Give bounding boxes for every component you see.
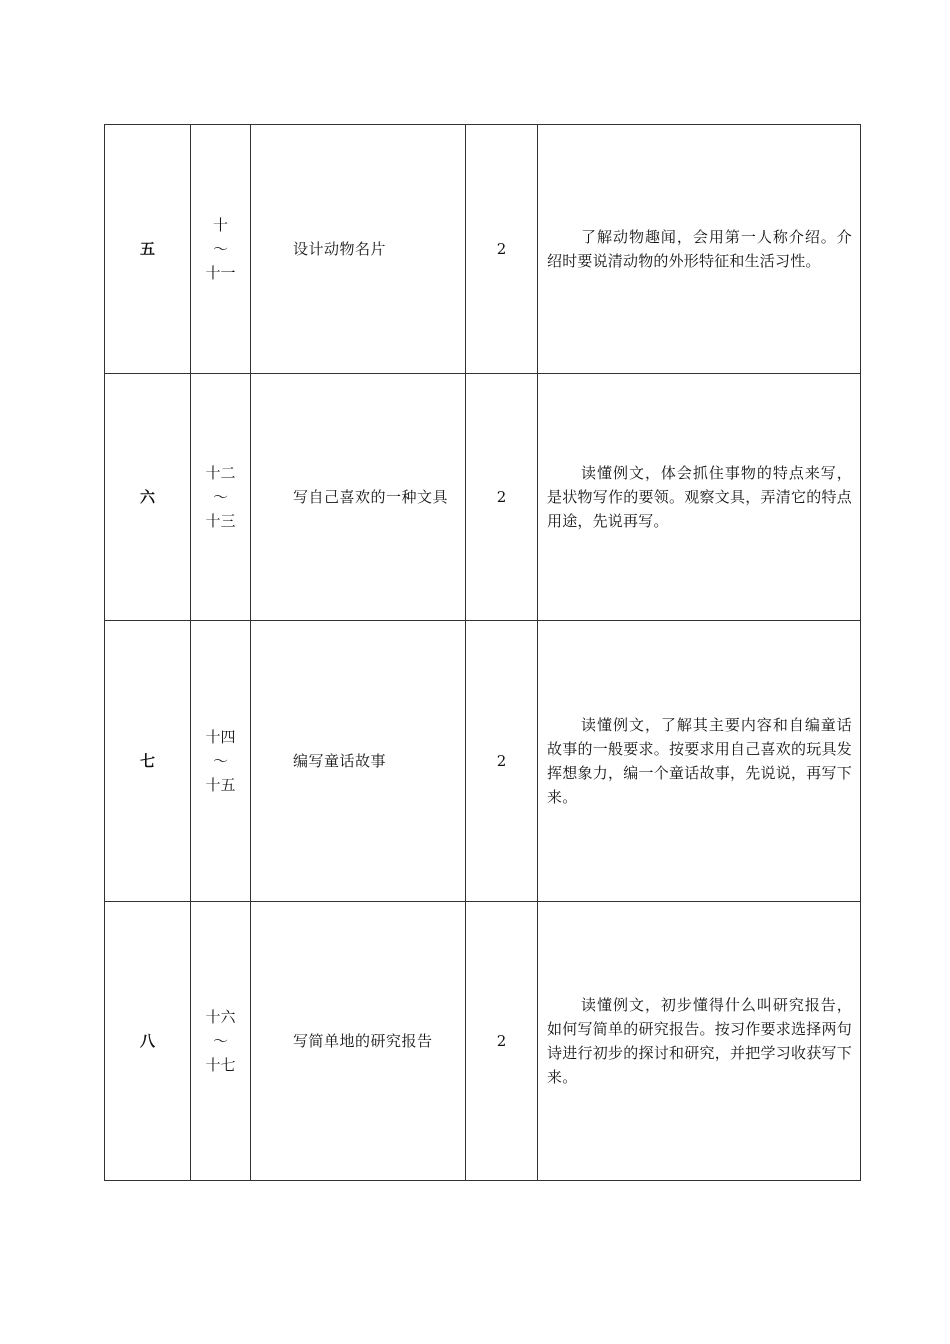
week-range xyxy=(191,125,251,374)
lesson-goal: 了解动物趣闻，会用第一人称介绍。介绍时要说清动物的外形特征和生活习性。 xyxy=(547,228,852,270)
week-separator: ～ xyxy=(212,240,228,258)
week-range xyxy=(191,902,251,1181)
unit-number: 五 xyxy=(105,125,191,374)
lesson-title-cell xyxy=(251,621,466,902)
week-end: 十七 xyxy=(205,1056,236,1074)
unit-number: 七 xyxy=(105,621,191,902)
lesson-goal: 读懂例文，初步懂得什么叫研究报告，如何写简单的研究报告。按习作要求选择两句诗进行初步的探讨和研究，并把学习收获写下来。 xyxy=(547,996,852,1086)
week-start: 十二 xyxy=(205,464,236,482)
lesson-hours: 2 xyxy=(466,621,538,902)
table-row xyxy=(105,621,861,902)
lesson-hours: 2 xyxy=(466,374,538,621)
lesson-title: 设计动物名片 xyxy=(293,240,387,258)
lesson-title-cell xyxy=(251,374,466,621)
week-end: 十三 xyxy=(205,512,236,530)
table-row xyxy=(105,374,861,621)
unit-number: 八 xyxy=(105,902,191,1181)
table-row xyxy=(105,125,861,374)
week-end: 十一 xyxy=(205,264,236,282)
lesson-goal-cell xyxy=(538,125,861,374)
lesson-title-cell xyxy=(251,125,466,374)
table-row xyxy=(105,902,861,1181)
lesson-goal-cell xyxy=(538,621,861,902)
week-separator: ～ xyxy=(212,752,228,770)
week-start: 十四 xyxy=(205,728,236,746)
week-separator: ～ xyxy=(212,488,228,506)
lesson-hours: 2 xyxy=(466,902,538,1181)
lesson-hours: 2 xyxy=(466,125,538,374)
week-separator: ～ xyxy=(212,1032,228,1050)
lesson-goal: 读懂例文，体会抓住事物的特点来写，是状物写作的要领。观察文具，弄清它的特点用途，先说再写。 xyxy=(547,464,852,530)
week-range xyxy=(191,374,251,621)
lesson-goal-cell xyxy=(538,374,861,621)
week-start: 十六 xyxy=(205,1008,236,1026)
lesson-goal: 读懂例文，了解其主要内容和自编童话故事的一般要求。按要求用自己喜欢的玩具发挥想象力，编一个童话故事，先说说，再写下来。 xyxy=(547,716,852,806)
week-range xyxy=(191,621,251,902)
writing-plan-table xyxy=(104,124,861,1181)
week-end: 十五 xyxy=(205,776,236,794)
unit-number: 六 xyxy=(105,374,191,621)
week-start: 十 xyxy=(212,216,228,234)
lesson-title: 写自己喜欢的一种文具 xyxy=(293,488,449,506)
lesson-title-cell xyxy=(251,902,466,1181)
lesson-goal-cell xyxy=(538,902,861,1181)
lesson-title: 写简单地的研究报告 xyxy=(293,1032,433,1050)
lesson-title: 编写童话故事 xyxy=(293,752,387,770)
